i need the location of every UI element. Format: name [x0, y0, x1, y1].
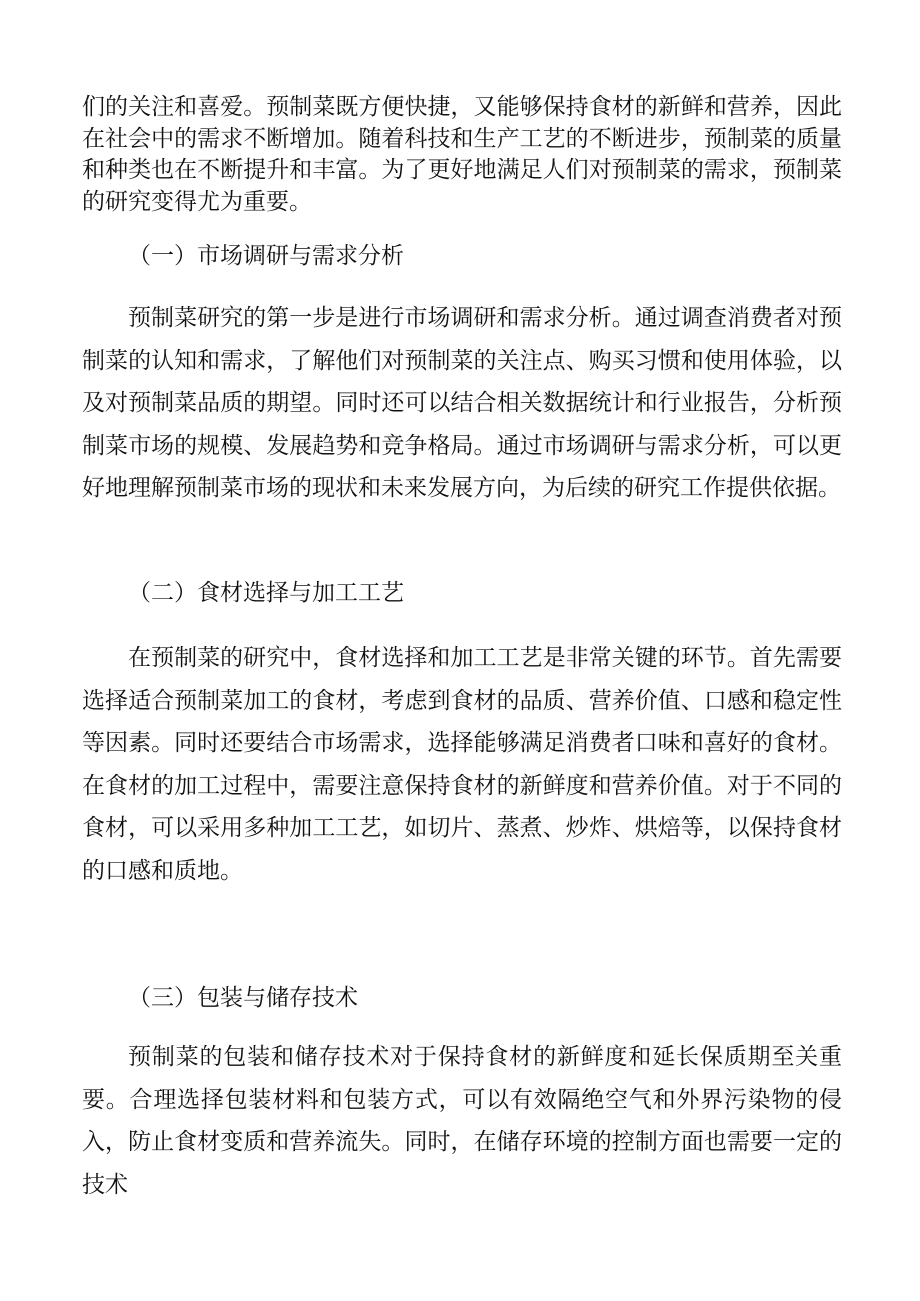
section-heading-ingredients: （二）食材选择与加工工艺 [128, 580, 404, 606]
market-research-paragraph: 预制菜研究的第一步是进行市场调研和需求分析。通过调查消费者对预制菜的认知和需求，了解他们对预制菜的关注点、购买习惯和使用体验，以及对预制菜品质的期望。同时还可以结合相关数据统计和行业报告，分析预制菜市场的规模、发展趋势和竞争格局。通过市场调研与需求分析，可以更好地理解预制菜市场的现状和未来发展方向，为后续的研究工作提供依据。 [82, 305, 842, 501]
section-heading-packaging: （三）包装与储存技术 [128, 985, 358, 1011]
intro-paragraph: 们的关注和喜爱。预制菜既方便快捷，又能够保持食材的新鲜和营养，因此在社会中的需求不断增加。随着科技和生产工艺的不断进步，预制菜的质量和种类也在不断提升和丰富。为了更好地满足人们对预制菜的需求，预制菜的研究变得尤为重要。 [82, 94, 842, 215]
section-heading-market-research: （一）市场调研与需求分析 [128, 243, 404, 269]
ingredients-paragraph: 在预制菜的研究中，食材选择和加工工艺是非常关键的环节。首先需要选择适合预制菜加工的食材，考虑到食材的品质、营养价值、口感和稳定性等因素。同时还要结合市场需求，选择能够满足消费者口味和喜好的食材。在食材的加工过程中，需要注意保持食材的新鲜度和营养价值。对于不同的食材，可以采用多种加工工艺，如切片、蒸煮、炒炸、烘焙等，以保持食材的口感和质地。 [82, 645, 842, 884]
packaging-paragraph: 预制菜的包装和储存技术对于保持食材的新鲜度和延长保质期至关重要。合理选择包装材料和包装方式，可以有效隔绝空气和外界污染物的侵入，防止食材变质和营养流失。同时，在储存环境的控制方面也需要一定的技术 [82, 1044, 842, 1198]
